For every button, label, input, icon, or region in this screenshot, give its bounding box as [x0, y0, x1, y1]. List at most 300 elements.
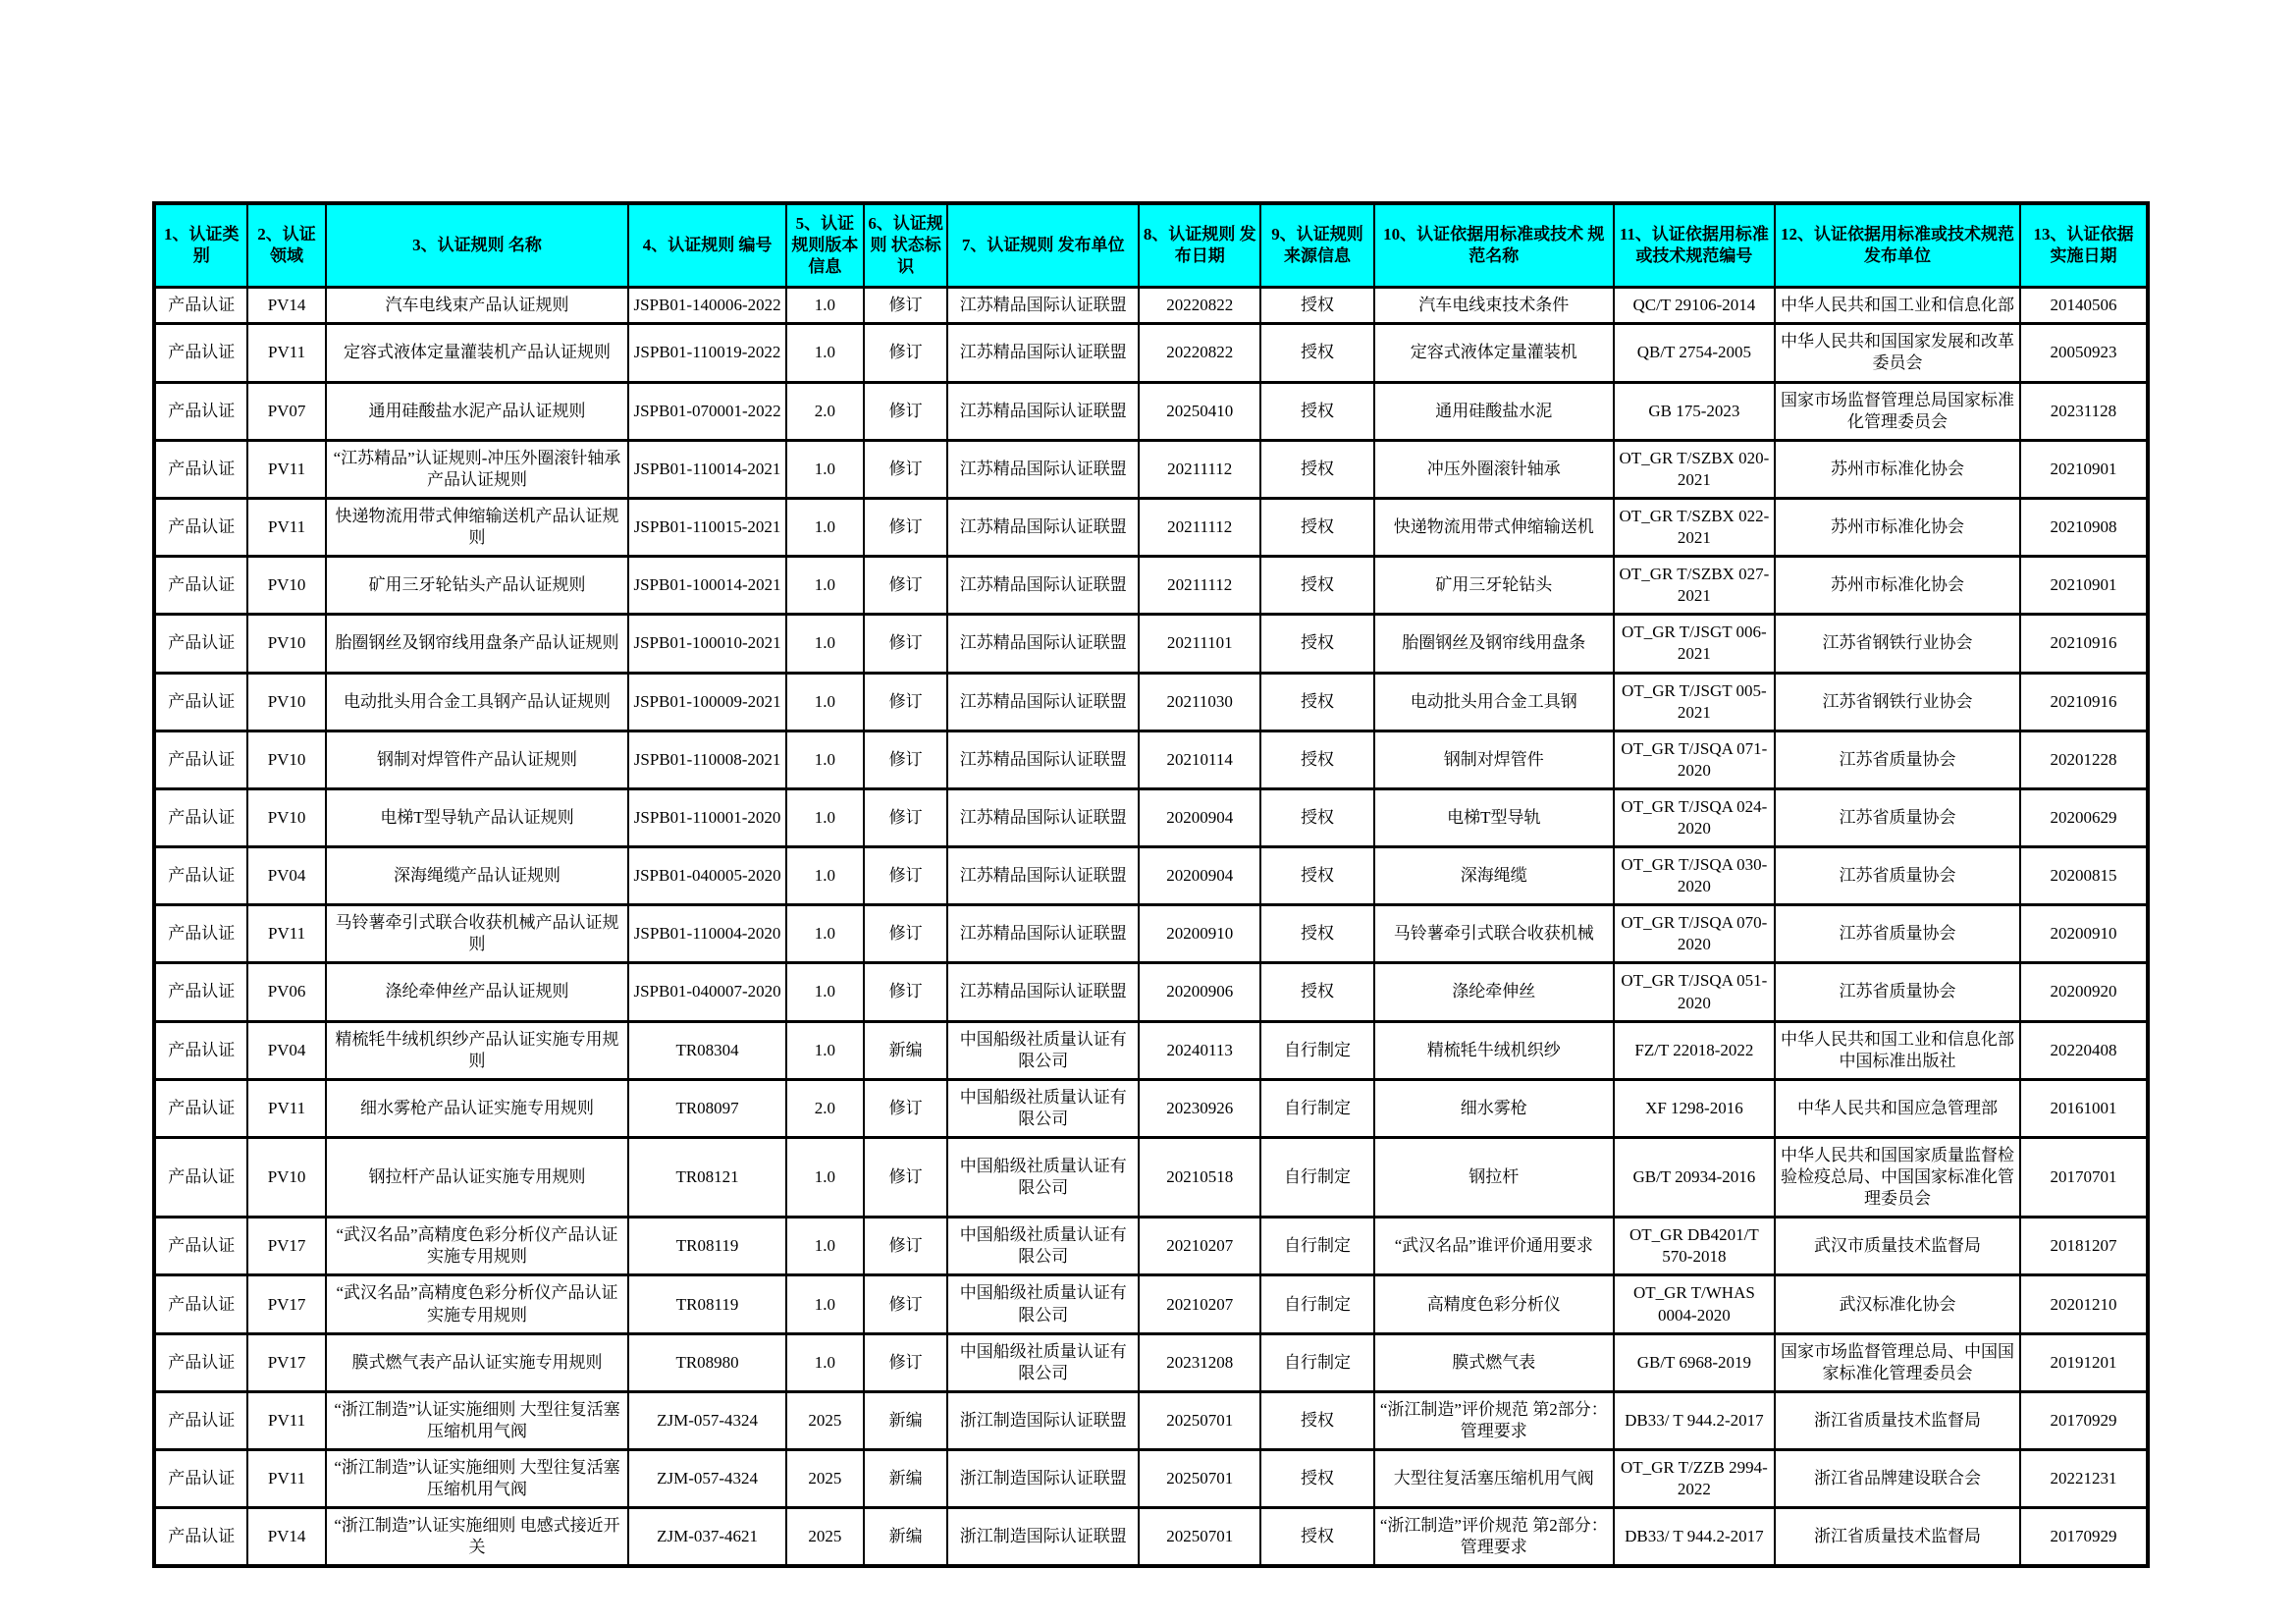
table-cell: 2.0: [786, 1079, 864, 1137]
table-cell: 1.0: [786, 1021, 864, 1079]
table-cell: 授权: [1260, 673, 1374, 731]
table-cell: 江苏省钢铁行业协会: [1775, 673, 2020, 731]
table-cell: TR08097: [628, 1079, 785, 1137]
table-cell: 产品认证: [154, 1333, 247, 1391]
table-header: [154, 203, 2148, 288]
table-cell: 中国船级社质量认证有限公司: [947, 1275, 1139, 1333]
table-cell: 1.0: [786, 673, 864, 731]
table-cell: 浙江制造国际认证联盟: [947, 1450, 1139, 1508]
table-cell: 20201228: [2020, 731, 2148, 788]
table-cell: JSPB01-040005-2020: [628, 847, 785, 905]
table-cell: 新编: [864, 1021, 947, 1079]
table-cell: 20140506: [2020, 288, 2148, 324]
table-cell: 定容式液体定量灌装机产品认证规则: [326, 324, 629, 382]
table-cell: 20210518: [1139, 1138, 1260, 1218]
table-cell: 20211112: [1139, 557, 1260, 615]
column-header: 10、认证依据用标准或技术 规范名称: [1374, 203, 1614, 288]
column-header: 1、认证类别: [154, 203, 247, 288]
table-cell: OT_GR DB4201/T 570-2018: [1614, 1218, 1776, 1275]
table-cell: 20200910: [2020, 905, 2148, 963]
column-header: 13、认证依据 实施日期: [2020, 203, 2148, 288]
table-cell: OT_GR T/JSQA 024-2020: [1614, 788, 1776, 846]
table-cell: 矿用三牙轮钻头: [1374, 557, 1614, 615]
table-cell: “浙江制造”评价规范 第2部分：管理要求: [1374, 1391, 1614, 1449]
table-cell: OT_GR T/WHAS 0004-2020: [1614, 1275, 1776, 1333]
table-cell: 授权: [1260, 731, 1374, 788]
table-cell: PV14: [247, 1508, 325, 1567]
table-cell: 快递物流用带式伸缩输送机产品认证规则: [326, 498, 629, 556]
table-cell: 20210207: [1139, 1218, 1260, 1275]
table-cell: OT_GR T/SZBX 020-2021: [1614, 440, 1776, 498]
table-cell: PV11: [247, 498, 325, 556]
table-cell: JSPB01-110008-2021: [628, 731, 785, 788]
table-cell: 苏州市标准化协会: [1775, 440, 2020, 498]
table-cell: JSPB01-070001-2022: [628, 382, 785, 440]
table-cell: 20240113: [1139, 1021, 1260, 1079]
table-cell: 修订: [864, 498, 947, 556]
table-cell: 电动批头用合金工具钢: [1374, 673, 1614, 731]
table-cell: 20220822: [1139, 324, 1260, 382]
table-cell: 20201210: [2020, 1275, 2148, 1333]
header-row: [154, 203, 2148, 288]
table-cell: QB/T 2754-2005: [1614, 324, 1776, 382]
table-cell: GB/T 6968-2019: [1614, 1333, 1776, 1391]
column-header: 5、认证规则版本信息: [786, 203, 864, 288]
table-cell: 膜式燃气表: [1374, 1333, 1614, 1391]
table-cell: 胎圈钢丝及钢帘线用盘条: [1374, 615, 1614, 673]
table-cell: 产品认证: [154, 1138, 247, 1218]
table-cell: PV10: [247, 1138, 325, 1218]
table-cell: 汽车电线束技术条件: [1374, 288, 1614, 324]
table-cell: 20250410: [1139, 382, 1260, 440]
table-cell: 苏州市标准化协会: [1775, 557, 2020, 615]
table-cell: 授权: [1260, 1450, 1374, 1508]
table-cell: ZJM-057-4324: [628, 1450, 785, 1508]
table-cell: 细水雾枪产品认证实施专用规则: [326, 1079, 629, 1137]
table-row: [154, 1333, 2148, 1391]
table-cell: 授权: [1260, 498, 1374, 556]
table-cell: 大型往复活塞压缩机用气阀: [1374, 1450, 1614, 1508]
table-row: [154, 847, 2148, 905]
table-cell: 涤纶牵伸丝: [1374, 963, 1614, 1021]
table-cell: 通用硅酸盐水泥: [1374, 382, 1614, 440]
table-cell: 精梳牦牛绒机织纱: [1374, 1021, 1614, 1079]
table-cell: 产品认证: [154, 557, 247, 615]
table-cell: JSPB01-100014-2021: [628, 557, 785, 615]
table-cell: 自行制定: [1260, 1079, 1374, 1137]
column-header: 7、认证规则 发布单位: [947, 203, 1139, 288]
table-cell: 产品认证: [154, 673, 247, 731]
table-cell: 江苏省质量协会: [1775, 847, 2020, 905]
table-cell: 授权: [1260, 1508, 1374, 1567]
table-cell: “浙江制造”认证实施细则 大型往复活塞压缩机用气阀: [326, 1391, 629, 1449]
table-cell: DB33/ T 944.2-2017: [1614, 1508, 1776, 1567]
table-cell: 20210901: [2020, 557, 2148, 615]
table-cell: 修订: [864, 1138, 947, 1218]
certification-rules-document: [152, 201, 2150, 1568]
table-row: [154, 440, 2148, 498]
table-cell: PV11: [247, 440, 325, 498]
table-cell: 产品认证: [154, 1021, 247, 1079]
table-cell: 江苏精品国际认证联盟: [947, 324, 1139, 382]
table-cell: 20210916: [2020, 615, 2148, 673]
table-cell: PV04: [247, 847, 325, 905]
table-cell: 1.0: [786, 905, 864, 963]
table-cell: 江苏精品国际认证联盟: [947, 788, 1139, 846]
table-cell: 20200920: [2020, 963, 2148, 1021]
table-cell: 20170929: [2020, 1391, 2148, 1449]
table-cell: TR08980: [628, 1333, 785, 1391]
table-row: [154, 1218, 2148, 1275]
table-cell: 产品认证: [154, 1391, 247, 1449]
table-cell: PV11: [247, 905, 325, 963]
table-cell: 产品认证: [154, 847, 247, 905]
table-cell: 新编: [864, 1508, 947, 1567]
table-cell: 自行制定: [1260, 1021, 1374, 1079]
table-cell: PV06: [247, 963, 325, 1021]
table-cell: 产品认证: [154, 1218, 247, 1275]
table-cell: OT_GR T/JSQA 051-2020: [1614, 963, 1776, 1021]
table-cell: JSPB01-100009-2021: [628, 673, 785, 731]
table-cell: 江苏精品国际认证联盟: [947, 731, 1139, 788]
table-row: [154, 905, 2148, 963]
table-cell: 1.0: [786, 498, 864, 556]
table-cell: 20210207: [1139, 1275, 1260, 1333]
table-cell: 矿用三牙轮钻头产品认证规则: [326, 557, 629, 615]
table-cell: 20170929: [2020, 1508, 2148, 1567]
table-cell: 20200910: [1139, 905, 1260, 963]
table-cell: PV04: [247, 1021, 325, 1079]
table-cell: 20170701: [2020, 1138, 2148, 1218]
table-cell: 产品认证: [154, 1079, 247, 1137]
table-row: [154, 1450, 2148, 1508]
table-cell: 中国船级社质量认证有限公司: [947, 1333, 1139, 1391]
table-cell: 自行制定: [1260, 1333, 1374, 1391]
table-cell: TR08119: [628, 1218, 785, 1275]
table-cell: 自行制定: [1260, 1218, 1374, 1275]
table-cell: 修订: [864, 288, 947, 324]
table-cell: 2025: [786, 1450, 864, 1508]
table-cell: 授权: [1260, 905, 1374, 963]
table-cell: 涤纶牵伸丝产品认证规则: [326, 963, 629, 1021]
table-cell: 授权: [1260, 615, 1374, 673]
table-cell: OT_GR T/JSGT 006-2021: [1614, 615, 1776, 673]
table-cell: “武汉名品”高精度色彩分析仪产品认证实施专用规则: [326, 1275, 629, 1333]
table-cell: 20211112: [1139, 498, 1260, 556]
table-cell: 新编: [864, 1391, 947, 1449]
table-cell: “浙江制造”认证实施细则 大型往复活塞压缩机用气阀: [326, 1450, 629, 1508]
table-cell: 江苏精品国际认证联盟: [947, 440, 1139, 498]
table-cell: 授权: [1260, 382, 1374, 440]
column-header: 4、认证规则 编号: [628, 203, 785, 288]
table-cell: 精梳牦牛绒机织纱产品认证实施专用规则: [326, 1021, 629, 1079]
table-cell: 中国船级社质量认证有限公司: [947, 1021, 1139, 1079]
table-cell: PV11: [247, 1391, 325, 1449]
table-cell: 中国船级社质量认证有限公司: [947, 1218, 1139, 1275]
table-cell: 浙江省质量技术监督局: [1775, 1508, 2020, 1567]
table-cell: PV10: [247, 731, 325, 788]
table-cell: 钢制对焊管件: [1374, 731, 1614, 788]
table-cell: 修订: [864, 673, 947, 731]
table-cell: 江苏省质量协会: [1775, 963, 2020, 1021]
table-row: [154, 615, 2148, 673]
table-row: [154, 288, 2148, 324]
table-cell: 钢拉杆: [1374, 1138, 1614, 1218]
table-cell: 20220822: [1139, 288, 1260, 324]
table-cell: OT_GR T/SZBX 027-2021: [1614, 557, 1776, 615]
table-cell: 1.0: [786, 1333, 864, 1391]
table-cell: 高精度色彩分析仪: [1374, 1275, 1614, 1333]
table-cell: 武汉市质量技术监督局: [1775, 1218, 2020, 1275]
table-row: [154, 1079, 2148, 1137]
table-cell: 中华人民共和国工业和信息化部 中国标准出版社: [1775, 1021, 2020, 1079]
table-cell: 深海绳缆产品认证规则: [326, 847, 629, 905]
table-cell: 浙江省品牌建设联合会: [1775, 1450, 2020, 1508]
table-cell: 1.0: [786, 731, 864, 788]
table-cell: 产品认证: [154, 440, 247, 498]
table-cell: OT_GR T/JSQA 070-2020: [1614, 905, 1776, 963]
table-cell: 20200904: [1139, 847, 1260, 905]
table-cell: 修订: [864, 557, 947, 615]
table-cell: PV14: [247, 288, 325, 324]
table-cell: 江苏精品国际认证联盟: [947, 382, 1139, 440]
table-cell: 授权: [1260, 324, 1374, 382]
table-cell: “武汉名品”谁评价通用要求: [1374, 1218, 1614, 1275]
table-row: [154, 1138, 2148, 1218]
table-cell: 20161001: [2020, 1079, 2148, 1137]
table-cell: 20211030: [1139, 673, 1260, 731]
table-cell: 江苏省钢铁行业协会: [1775, 615, 2020, 673]
table-cell: 修订: [864, 1079, 947, 1137]
table-cell: 细水雾枪: [1374, 1079, 1614, 1137]
table-cell: 20210908: [2020, 498, 2148, 556]
table-cell: 江苏精品国际认证联盟: [947, 905, 1139, 963]
table-cell: 产品认证: [154, 788, 247, 846]
table-cell: JSPB01-140006-2022: [628, 288, 785, 324]
column-header: 12、认证依据用标准或技术规范发布单位: [1775, 203, 2020, 288]
table-cell: 20211101: [1139, 615, 1260, 673]
table-cell: 1.0: [786, 557, 864, 615]
table-cell: 江苏省质量协会: [1775, 731, 2020, 788]
table-row: [154, 557, 2148, 615]
table-cell: PV17: [247, 1333, 325, 1391]
table-cell: 2025: [786, 1508, 864, 1567]
table-cell: 20181207: [2020, 1218, 2148, 1275]
table-cell: GB 175-2023: [1614, 382, 1776, 440]
table-cell: 修订: [864, 905, 947, 963]
table-row: [154, 324, 2148, 382]
table-cell: 国家市场监督管理总局国家标准化管理委员会: [1775, 382, 2020, 440]
table-cell: OT_GR T/SZBX 022-2021: [1614, 498, 1776, 556]
table-body: [154, 288, 2148, 1567]
table-cell: 电动批头用合金工具钢产品认证规则: [326, 673, 629, 731]
table-cell: 20211112: [1139, 440, 1260, 498]
table-cell: 1.0: [786, 847, 864, 905]
table-cell: 授权: [1260, 1391, 1374, 1449]
table-cell: 20220408: [2020, 1021, 2148, 1079]
table-cell: 20191201: [2020, 1333, 2148, 1391]
table-cell: “浙江制造”认证实施细则 电感式接近开关: [326, 1508, 629, 1567]
table-cell: 2025: [786, 1391, 864, 1449]
table-cell: TR08304: [628, 1021, 785, 1079]
table-cell: 江苏省质量协会: [1775, 905, 2020, 963]
table-cell: 产品认证: [154, 731, 247, 788]
table-cell: 1.0: [786, 440, 864, 498]
table-cell: DB33/ T 944.2-2017: [1614, 1391, 1776, 1449]
table-cell: 1.0: [786, 788, 864, 846]
table-cell: 江苏省质量协会: [1775, 788, 2020, 846]
table-cell: 中华人民共和国国家质量监督检验检疫总局、中国国家标准化管理委员会: [1775, 1138, 2020, 1218]
table-cell: 钢拉杆产品认证实施专用规则: [326, 1138, 629, 1218]
table-cell: OT_GR T/JSQA 071-2020: [1614, 731, 1776, 788]
table-cell: 产品认证: [154, 288, 247, 324]
table-cell: 20210114: [1139, 731, 1260, 788]
table-cell: PV10: [247, 788, 325, 846]
table-cell: 电梯T型导轨产品认证规则: [326, 788, 629, 846]
table-cell: 产品认证: [154, 1275, 247, 1333]
table-cell: 修订: [864, 847, 947, 905]
table-cell: 20230926: [1139, 1079, 1260, 1137]
table-row: [154, 731, 2148, 788]
table-cell: 通用硅酸盐水泥产品认证规则: [326, 382, 629, 440]
table-cell: JSPB01-110004-2020: [628, 905, 785, 963]
table-cell: OT_GR T/ZZB 2994-2022: [1614, 1450, 1776, 1508]
table-cell: 20210901: [2020, 440, 2148, 498]
table-row: [154, 382, 2148, 440]
table-cell: 江苏精品国际认证联盟: [947, 963, 1139, 1021]
table-cell: 授权: [1260, 963, 1374, 1021]
table-cell: JSPB01-040007-2020: [628, 963, 785, 1021]
column-header: 2、认证领域: [247, 203, 325, 288]
table-cell: 产品认证: [154, 1508, 247, 1567]
table-cell: 1.0: [786, 963, 864, 1021]
table-cell: JSPB01-100010-2021: [628, 615, 785, 673]
table-cell: 2.0: [786, 382, 864, 440]
table-cell: 20231128: [2020, 382, 2148, 440]
table-cell: ZJM-057-4324: [628, 1391, 785, 1449]
table-cell: 武汉标准化协会: [1775, 1275, 2020, 1333]
table-cell: OT_GR T/JSGT 005-2021: [1614, 673, 1776, 731]
table-cell: 浙江制造国际认证联盟: [947, 1508, 1139, 1567]
table-cell: 1.0: [786, 615, 864, 673]
column-header: 6、认证规则 状态标识: [864, 203, 947, 288]
table-cell: 苏州市标准化协会: [1775, 498, 2020, 556]
table-cell: 冲压外圈滚针轴承: [1374, 440, 1614, 498]
column-header: 11、认证依据用标准或技术规范编号: [1614, 203, 1776, 288]
certification-rules-table: [152, 201, 2150, 1568]
table-cell: 国家市场监督管理总局、中国国家标准化管理委员会: [1775, 1333, 2020, 1391]
table-cell: “浙江制造”评价规范 第2部分：管理要求: [1374, 1508, 1614, 1567]
table-cell: PV10: [247, 615, 325, 673]
table-cell: 产品认证: [154, 905, 247, 963]
table-cell: 产品认证: [154, 963, 247, 1021]
table-cell: PV11: [247, 1450, 325, 1508]
table-cell: 20200906: [1139, 963, 1260, 1021]
table-cell: 膜式燃气表产品认证实施专用规则: [326, 1333, 629, 1391]
table-cell: TR08119: [628, 1275, 785, 1333]
column-header: 8、认证规则 发布日期: [1139, 203, 1260, 288]
table-cell: OT_GR T/JSQA 030-2020: [1614, 847, 1776, 905]
table-cell: “武汉名品”高精度色彩分析仪产品认证实施专用规则: [326, 1218, 629, 1275]
table-cell: 电梯T型导轨: [1374, 788, 1614, 846]
table-cell: 20221231: [2020, 1450, 2148, 1508]
table-cell: 1.0: [786, 288, 864, 324]
table-cell: 授权: [1260, 288, 1374, 324]
table-cell: 修订: [864, 1275, 947, 1333]
table-cell: 江苏精品国际认证联盟: [947, 288, 1139, 324]
table-cell: 20200815: [2020, 847, 2148, 905]
table-cell: 中华人民共和国应急管理部: [1775, 1079, 2020, 1137]
table-cell: 新编: [864, 1450, 947, 1508]
table-cell: 修订: [864, 731, 947, 788]
table-cell: 深海绳缆: [1374, 847, 1614, 905]
table-cell: 授权: [1260, 788, 1374, 846]
table-cell: 中华人民共和国工业和信息化部: [1775, 288, 2020, 324]
table-cell: 江苏精品国际认证联盟: [947, 557, 1139, 615]
table-cell: XF 1298-2016: [1614, 1079, 1776, 1137]
table-cell: 江苏精品国际认证联盟: [947, 498, 1139, 556]
table-cell: 自行制定: [1260, 1275, 1374, 1333]
table-cell: 产品认证: [154, 382, 247, 440]
table-cell: 修订: [864, 963, 947, 1021]
table-cell: 中国船级社质量认证有限公司: [947, 1138, 1139, 1218]
table-cell: 修订: [864, 615, 947, 673]
table-cell: JSPB01-110014-2021: [628, 440, 785, 498]
table-cell: 自行制定: [1260, 1138, 1374, 1218]
table-cell: 马铃薯牵引式联合收获机械产品认证规则: [326, 905, 629, 963]
table-cell: 产品认证: [154, 498, 247, 556]
table-cell: 江苏精品国际认证联盟: [947, 847, 1139, 905]
table-cell: PV11: [247, 1079, 325, 1137]
table-cell: 20200629: [2020, 788, 2148, 846]
table-cell: 修订: [864, 1218, 947, 1275]
table-row: [154, 1275, 2148, 1333]
table-row: [154, 1391, 2148, 1449]
table-cell: 快递物流用带式伸缩输送机: [1374, 498, 1614, 556]
table-cell: GB/T 20934-2016: [1614, 1138, 1776, 1218]
table-cell: 授权: [1260, 440, 1374, 498]
table-cell: PV07: [247, 382, 325, 440]
table-cell: PV10: [247, 557, 325, 615]
table-row: [154, 1021, 2148, 1079]
table-cell: 中华人民共和国国家发展和改革委员会: [1775, 324, 2020, 382]
table-cell: 20200904: [1139, 788, 1260, 846]
table-cell: 20250701: [1139, 1508, 1260, 1567]
table-cell: 江苏精品国际认证联盟: [947, 615, 1139, 673]
table-cell: 20250701: [1139, 1391, 1260, 1449]
table-cell: 20250701: [1139, 1450, 1260, 1508]
table-cell: 修订: [864, 324, 947, 382]
table-cell: 江苏精品国际认证联盟: [947, 673, 1139, 731]
table-cell: 浙江省质量技术监督局: [1775, 1391, 2020, 1449]
table-cell: “江苏精品”认证规则-冲压外圈滚针轴承产品认证规则: [326, 440, 629, 498]
table-cell: 产品认证: [154, 1450, 247, 1508]
table-cell: JSPB01-110001-2020: [628, 788, 785, 846]
table-cell: 定容式液体定量灌装机: [1374, 324, 1614, 382]
table-cell: 汽车电线束产品认证规则: [326, 288, 629, 324]
table-cell: PV11: [247, 324, 325, 382]
table-cell: 产品认证: [154, 324, 247, 382]
table-cell: 钢制对焊管件产品认证规则: [326, 731, 629, 788]
table-cell: 20050923: [2020, 324, 2148, 382]
table-cell: PV10: [247, 673, 325, 731]
table-cell: 修订: [864, 440, 947, 498]
table-cell: 浙江制造国际认证联盟: [947, 1391, 1139, 1449]
table-cell: PV17: [247, 1218, 325, 1275]
column-header: 3、认证规则 名称: [326, 203, 629, 288]
table-cell: 马铃薯牵引式联合收获机械: [1374, 905, 1614, 963]
table-cell: 胎圈钢丝及钢帘线用盘条产品认证规则: [326, 615, 629, 673]
